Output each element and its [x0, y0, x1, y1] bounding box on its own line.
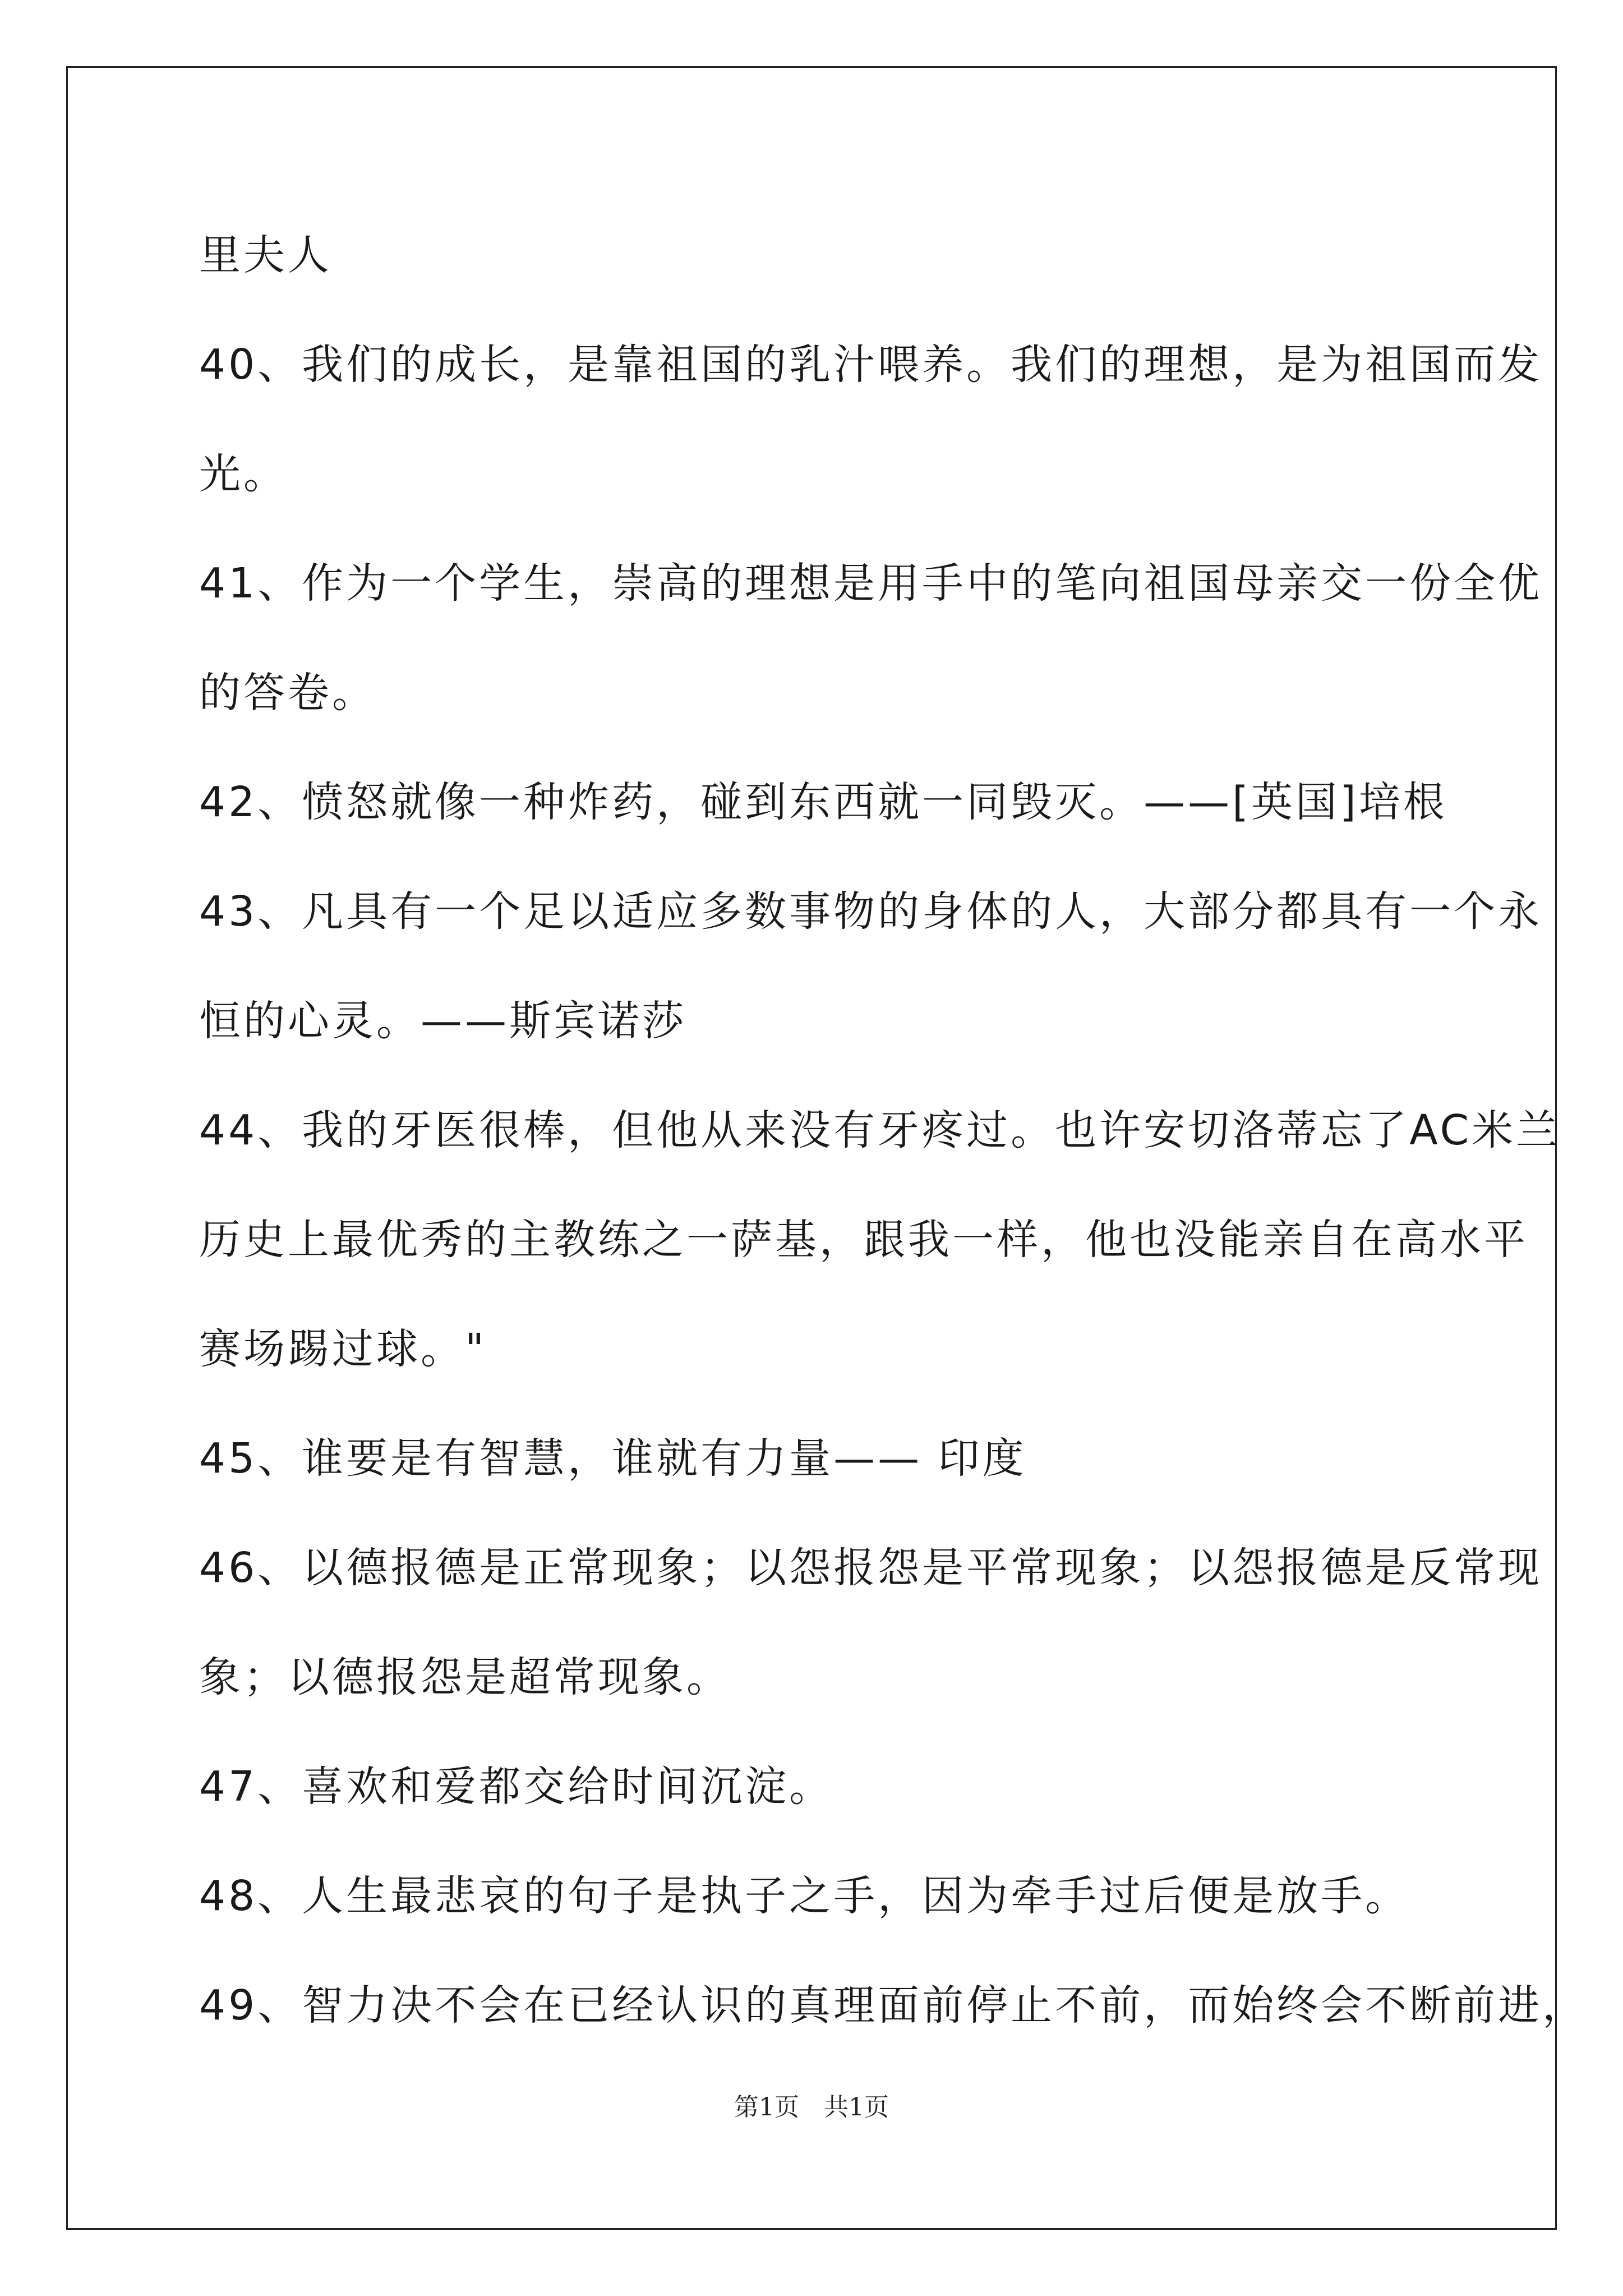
text-line: 光。	[199, 450, 288, 498]
text-line: 45、谁要是有智慧，谁就有力量—— 印度	[199, 1434, 1027, 1483]
text-line: 44、我的牙医很棒，但他从来没有牙疼过。也许安切洛蒂忘了AC米兰	[199, 1106, 1561, 1154]
text-line: 历史上最优秀的主教练之一萨基，跟我一样，他也没能亲自在高水平	[199, 1216, 1528, 1264]
text-line: 46、以德报德是正常现象；以怨报怨是平常现象；以怨报德是反常现	[199, 1544, 1543, 1592]
text-line: 恒的心灵。——斯宾诺莎	[199, 997, 686, 1045]
text-line: 47、喜欢和爱都交给时间沉淀。	[199, 1763, 834, 1811]
page-footer: 第1页 共1页	[734, 2093, 889, 2122]
text-line: 里夫人	[199, 231, 332, 279]
text-line: 象；以德报怨是超常现象。	[199, 1653, 731, 1701]
text-line: 42、愤怒就像一种炸药，碰到东西就一同毁灭。——[英国]培根	[199, 778, 1447, 826]
text-line: 赛场踢过球。"	[199, 1325, 487, 1373]
text-line: 40、我们的成长，是靠祖国的乳汁喂养。我们的理想，是为祖国而发	[199, 341, 1543, 389]
text-line: 48、人生最悲哀的句子是执子之手，因为牵手过后便是放手。	[199, 1872, 1410, 1920]
text-line: 41、作为一个学生，崇高的理想是用手中的笔向祖国母亲交一份全优	[199, 559, 1543, 608]
text-line: 49、智力决不会在已经认识的真理面前停止不前，而始终会不断前进，	[199, 1981, 1587, 2030]
document-body	[199, 213, 1587, 2073]
text-line: 的答卷。	[199, 669, 376, 717]
text-line: 43、凡具有一个足以适应多数事物的身体的人，大部分都具有一个永	[199, 887, 1543, 936]
